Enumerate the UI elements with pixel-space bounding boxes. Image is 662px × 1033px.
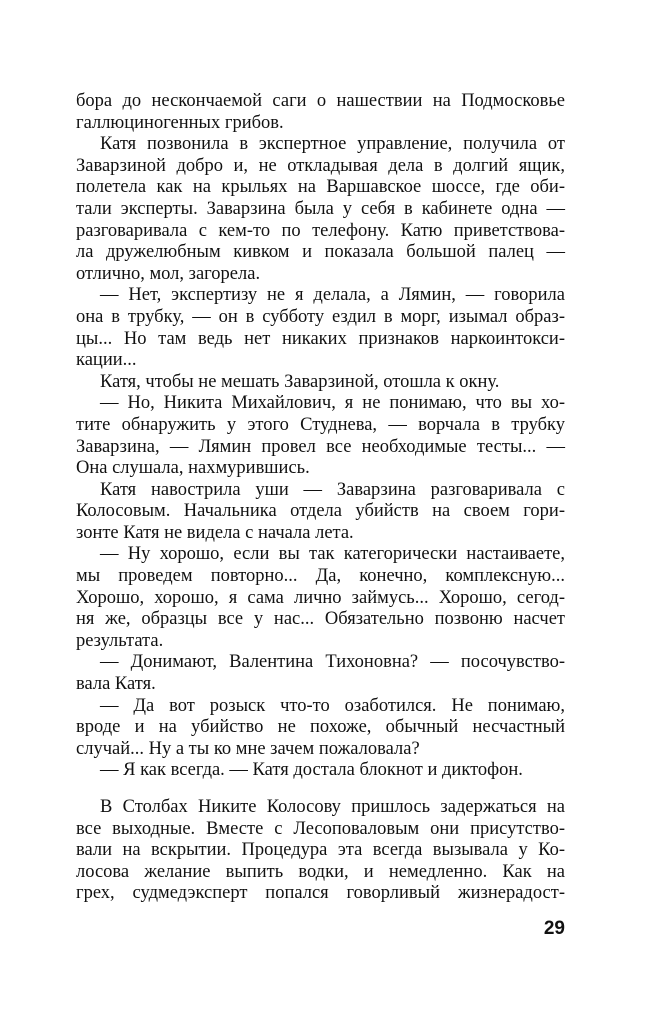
text-line: Катя, чтобы не мешать Заварзиной, отошла к окну. [100,371,500,392]
text-line: тали эксперты. Заварзина была у себя в кабинете одна — [76,198,565,219]
text-line: отлично, мол, загорела. [76,263,261,284]
text-line: Колосовым. Начальника отдела убийств на своем гори- [76,501,565,522]
text-line: — Я как всегда. — Катя достала блокнот и диктофон. [100,760,523,781]
text-line: мы проведем повторно... Да, конечно, комплексную... [76,566,565,587]
text-line: результата. [76,630,164,651]
text-line: она в трубку, — он в субботу ездил в морг, изымал образ- [76,306,565,327]
text-line: — Донимают, Валентина Тихоновна? — посочувство- [100,652,565,673]
text-line: грех, судмедэксперт попался говорливый жизнерадост- [76,883,565,904]
text-line: — Да вот розыск что-то озаботился. Не понимаю, [100,695,565,716]
text-section-1 [76,91,565,782]
text-line: вала Катя. [76,674,156,695]
text-line: зонте Катя не видела с начала лета. [76,522,354,543]
text-line: Катя навострила уши — Заварзина разговаривала с [100,479,565,500]
text-line: вроде и на убийство не похоже, обычный несчастный [76,717,565,738]
text-line: кации... [76,350,137,371]
text-line: случай... Ну а ты ко мне зачем пожаловала? [76,738,420,759]
text-line: лосова желание выпить водки, и немедленно. Как на [76,861,565,882]
text-line: В Столбах Никите Колосову пришлось задержаться на [100,797,565,817]
text-line: Хорошо, хорошо, я сама лично займусь... Хорошо, сегод- [76,587,565,608]
text-line: вали на вскрытии. Процедура эта всегда вызывала у Ко- [76,840,565,861]
text-line: разговаривала с кем-то по телефону. Катю приветствова- [76,220,565,241]
text-line: цы... Но там ведь нет никаких признаков наркоинтокси- [76,328,565,349]
text-section-2 [76,797,565,905]
text-line: тите обнаружить у этого Студнева, — ворчала в трубку [76,414,565,435]
text-line: бора до нескончаемой саги о нашествии на Подмосковье [76,91,565,111]
text-line: — Но, Никита Михайлович, я не понимаю, что вы хо- [100,393,565,414]
text-line: ня же, образцы все у нас... Обязательно позвоню насчет [76,609,565,630]
text-line: Она слушала, нахмурившись. [76,458,310,479]
text-line: — Ну хорошо, если вы так категорически настаиваете, [100,544,565,565]
text-line: Катя позвонила в экспертное управление, получила от [100,134,565,155]
text-line: все выходные. Вместе с Лесоповаловым они присутство- [76,818,565,839]
text-line: ла дружелюбным кивком и показала большой палец — [76,242,565,263]
text-line: галлюциногенных грибов. [76,112,284,133]
text-line: полетела как на крыльях на Варшавское шоссе, где оби- [76,177,565,198]
text-line: — Нет, экспертизу не я делала, а Лямин, — говорила [100,285,565,306]
text-line: Заварзиной добро и, не откладывая дела в долгий ящик, [76,155,565,176]
text-line: Заварзина, — Лямин провел все необходимые тесты... — [76,436,565,457]
page-number: 29 [543,918,565,939]
